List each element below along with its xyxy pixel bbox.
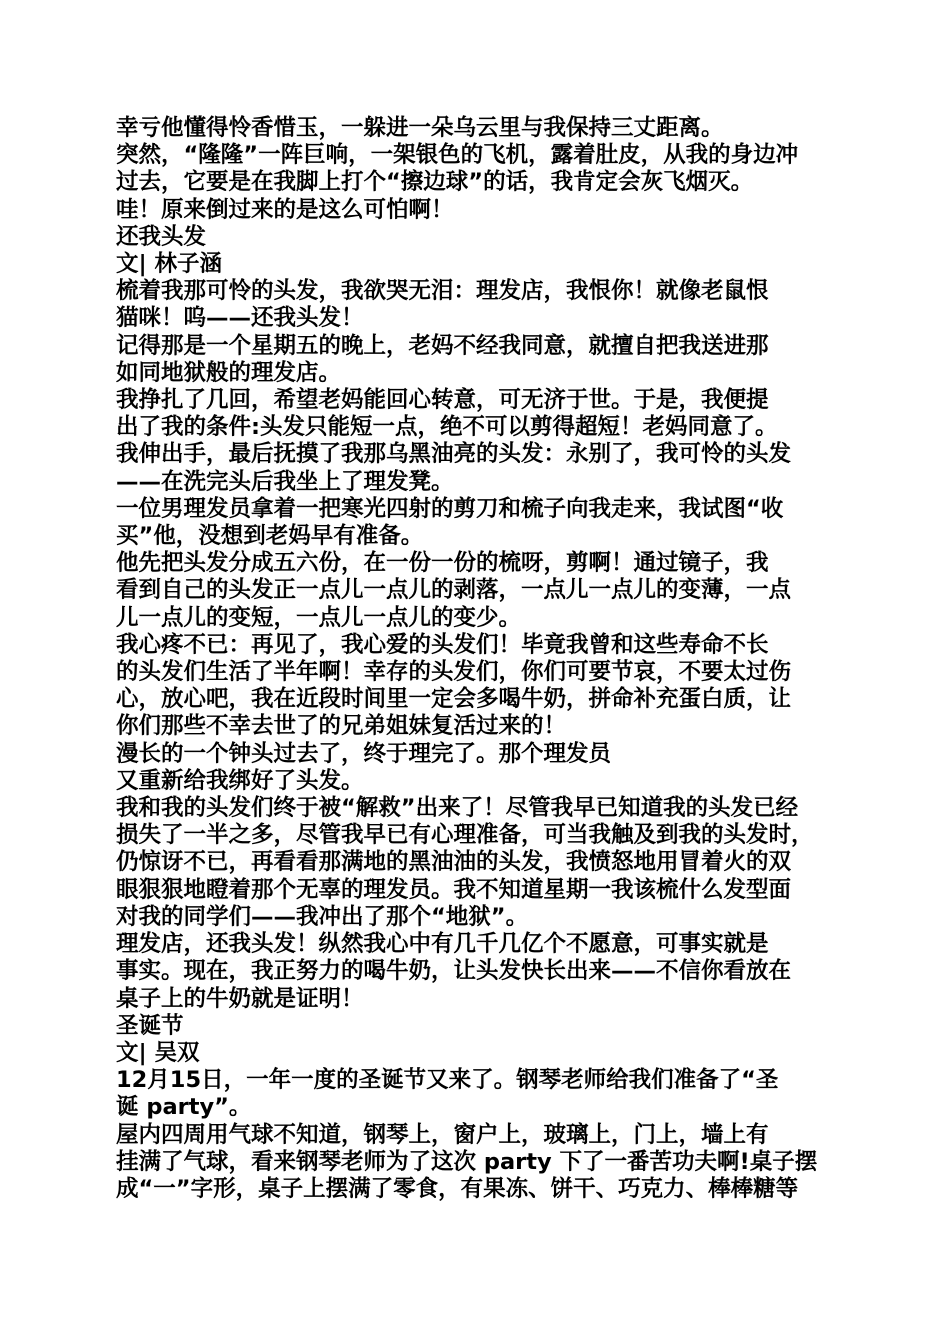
text-line: 我心疼不已：再见了，我心爱的头发们！毕竟我曾和这些寿命不长 <box>116 631 769 658</box>
text-line: 买”他，没想到老妈早有准备。 <box>116 523 424 550</box>
text-line: 仍惊讶不已，再看看那满地的黑油油的头发，我愤怒地用冒着火的双 <box>116 849 792 876</box>
author-line: 文| 吴双 <box>116 1039 200 1066</box>
text-line: 诞 party”。 <box>116 1094 252 1121</box>
document-body <box>116 115 836 1203</box>
text-line: 出了我的条件:头发只能短一点，绝不可以剪得超短！老妈同意了。 <box>116 414 778 441</box>
text-line: 屋内四周用气球不知道，钢琴上，窗户上，玻璃上，门上，墙上有 <box>116 1121 769 1148</box>
text-line: 一位男理发员拿着一把寒光四射的剪刀和梳子向我走来，我试图“收 <box>116 495 784 522</box>
text-line: 我和我的头发们终于被“解救”出来了！尽管我早已知道我的头发已经 <box>116 795 799 822</box>
text-line: 理发店，还我头发！纵然我心中有几千几亿个不愿意，可事实就是 <box>116 931 769 958</box>
text-line: 对我的同学们——我冲出了那个“地狱”。 <box>116 903 529 930</box>
text-line: 12月15日，一年一度的圣诞节又来了。钢琴老师给我们准备了“圣 <box>116 1067 779 1094</box>
text-line: 成“一”字形，桌子上摆满了零食，有果冻、饼干、巧克力、棒棒糖等 <box>116 1175 799 1202</box>
text-line: 事实。现在，我正努力的喝牛奶，让头发快长出来——不信你看放在 <box>116 958 792 985</box>
text-line: 挂满了气球，看来钢琴老师为了这次 party 下了一番苦功夫啊!桌子摆 <box>116 1148 818 1175</box>
text-line: 又重新给我绑好了头发。 <box>116 767 364 794</box>
text-line: 过去，它要是在我脚上打个“擦边球”的话，我肯定会灰飞烟灭。 <box>116 169 754 196</box>
text-line: 猫咪！呜——还我头发！ <box>116 305 364 332</box>
section-title: 还我头发 <box>116 223 207 250</box>
text-line: 你们那些不幸去世了的兄弟姐妹复活过来的！ <box>116 713 567 740</box>
text-line: 的头发们生活了半年啊！幸存的头发们，你们可要节哀，不要太过伤 <box>116 659 792 686</box>
text-line: 如同地狱般的理发店。 <box>116 359 342 386</box>
author-line: 文| 林子涵 <box>116 251 223 278</box>
text-line: 我伸出手，最后抚摸了我那乌黑油亮的头发：永别了，我可怜的头发 <box>116 441 792 468</box>
text-line: 他先把头发分成五六份，在一份一份的梳呀，剪啊！通过镜子，我 <box>116 550 769 577</box>
text-line: 我挣扎了几回，希望老妈能回心转意，可无济于世。于是，我便提 <box>116 387 769 414</box>
text-line: 记得那是一个星期五的晚上，老妈不经我同意，就擅自把我送进那 <box>116 332 769 359</box>
text-line: 损失了一半之多，尽管我早已有心理准备，可当我触及到我的头发时， <box>116 822 814 849</box>
text-line: 梳着我那可怜的头发，我欲哭无泪：理发店，我恨你！就像老鼠恨 <box>116 278 769 305</box>
text-line: 眼狠狠地瞪着那个无辜的理发员。我不知道星期一我该梳什么发型面 <box>116 876 792 903</box>
section-title: 圣诞节 <box>116 1012 184 1039</box>
text-line: 心，放心吧，我在近段时间里一定会多喝牛奶，拼命补充蛋白质，让 <box>116 686 792 713</box>
text-line: 桌子上的牛奶就是证明！ <box>116 985 364 1012</box>
text-line: ——在洗完头后我坐上了理发凳。 <box>116 468 454 495</box>
text-line: 哇！原来倒过来的是这么可怕啊！ <box>116 196 454 223</box>
text-line: 幸亏他懂得怜香惜玉，一躲进一朵乌云里与我保持三丈距离。 <box>116 115 724 141</box>
text-line: 突然，“隆隆”一阵巨响，一架银色的飞机，露着肚皮，从我的身边冲 <box>116 142 799 169</box>
text-line: 儿一点儿的变短，一点儿一点儿的变少。 <box>116 604 522 631</box>
text-line: 看到自己的头发正一点儿一点儿的剥落，一点儿一点儿的变薄，一点 <box>116 577 792 604</box>
text-line: 漫长的一个钟头过去了，终于理完了。那个理发员 <box>116 740 612 767</box>
